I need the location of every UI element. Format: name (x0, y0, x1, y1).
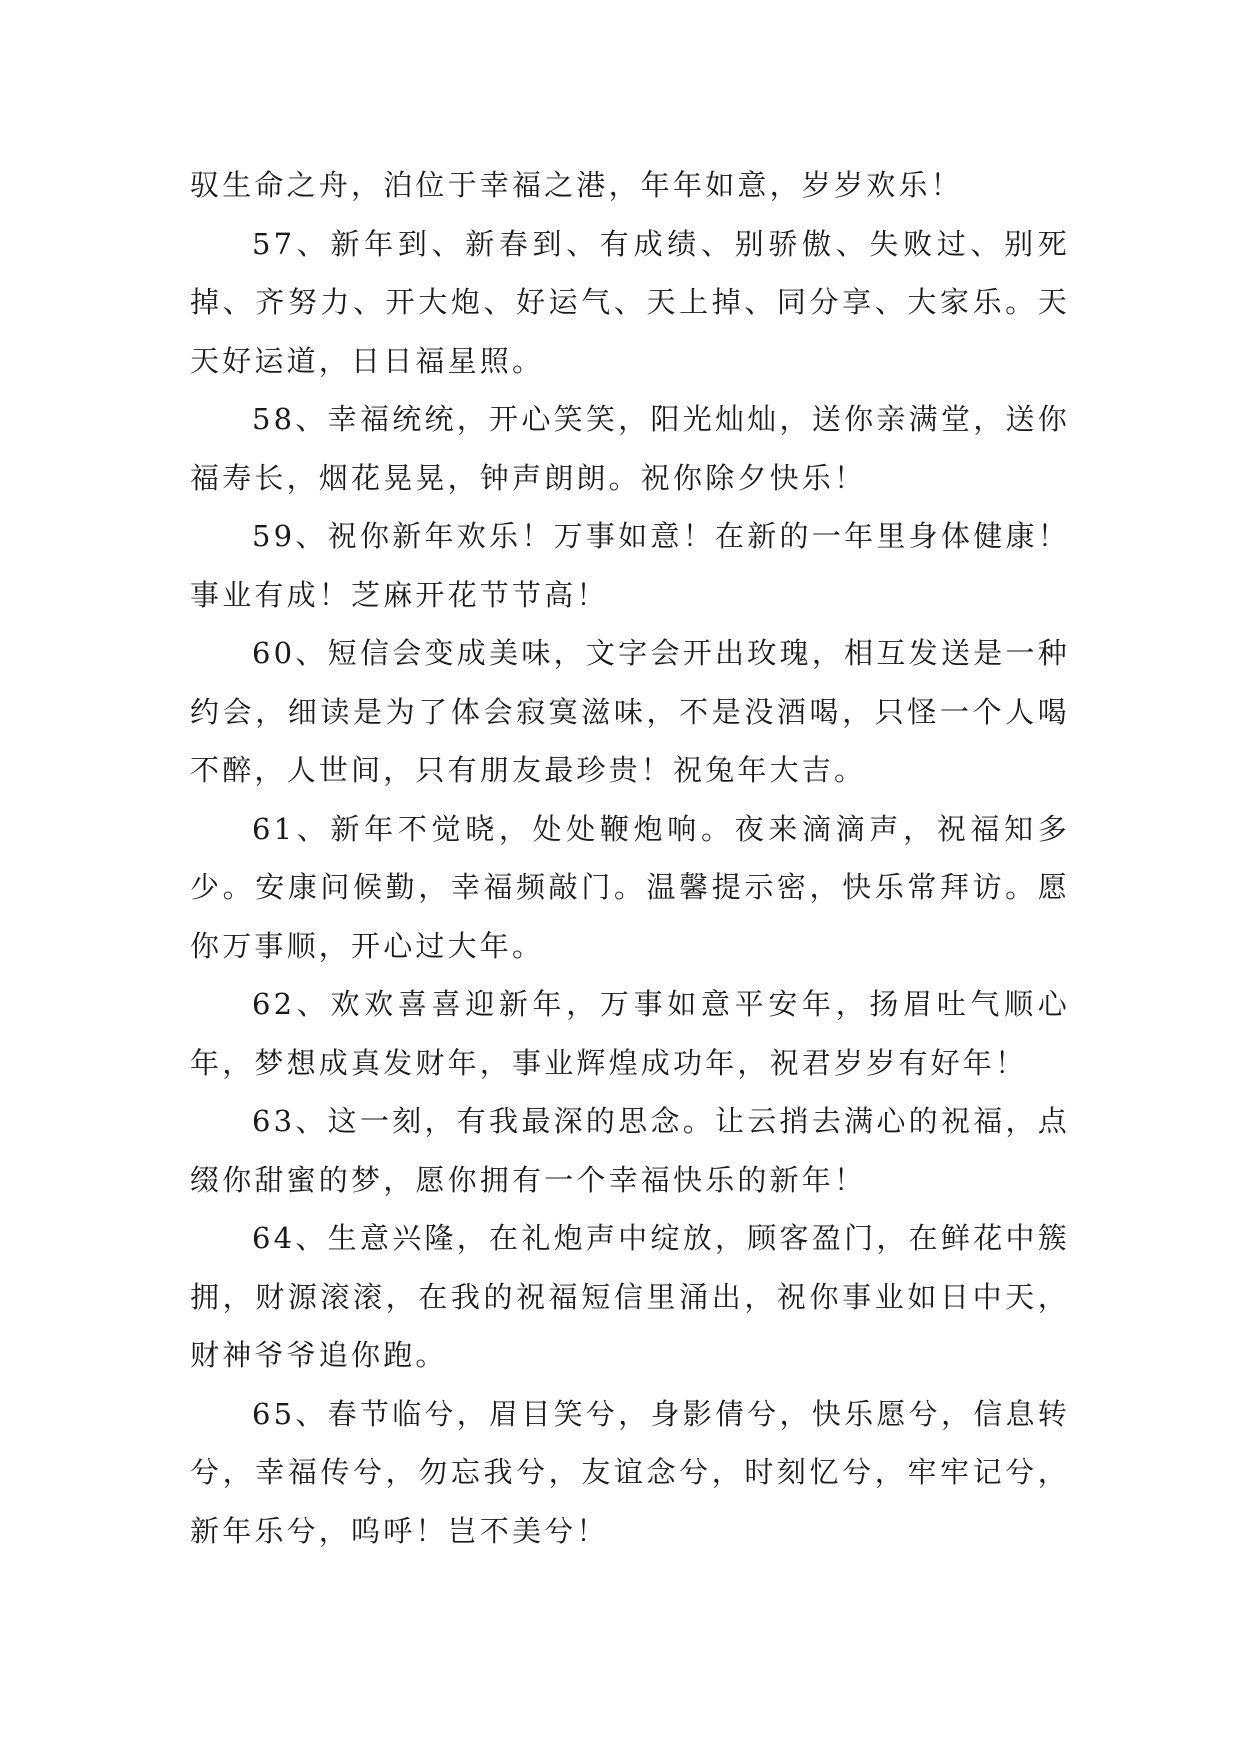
paragraph-64: 64、生意兴隆，在礼炮声中绽放，顾客盈门，在鲜花中簇拥，财源滚滚，在我的祝福短信里涌出，祝你事业如日中天，财神爷爷追你跑。 (190, 1221, 1070, 1372)
paragraph-59: 59、祝你新年欢乐！万事如意！在新的一年里身体健康！事业有成！芝麻开花节节高！ (190, 519, 1070, 612)
paragraph-60: 60、短信会变成美味，文字会开出玫瑰，相互发送是一种约会，细读是为了体会寂寞滋味，不是没酒喝，只怪一个人喝不醉，人世间，只有朋友最珍贵！祝兔年大吉。 (190, 636, 1070, 787)
paragraph-65: 65、春节临兮，眉目笑兮，身影倩兮，快乐愿兮，信息转兮，幸福传兮，勿忘我兮，友谊念兮，时刻忆兮，牢牢记兮，新年乐兮，呜呼！岂不美兮！ (190, 1396, 1070, 1548)
paragraph-57: 57、新年到、新春到、有成绩、别骄傲、失败过、别死掉、齐努力、开大炮、好运气、天上掉、同分享、大家乐。天天好运道，日日福星照。 (190, 226, 1070, 378)
paragraph-58: 58、幸福统统，开心笑笑，阳光灿灿，送你亲满堂，送你福寿长，烟花晃晃，钟声朗朗。祝你除夕快乐！ (190, 402, 1070, 495)
paragraph-61: 61、新年不觉晓，处处鞭炮响。夜来滴滴声，祝福知多少。安康问候勤，幸福频敲门。温馨提示密，快乐常拜访。愿你万事顺，开心过大年。 (190, 811, 1070, 963)
paragraph-63: 63、这一刻，有我最深的思念。让云捎去满心的祝福，点缀你甜蜜的梦，愿你拥有一个幸福快乐的新年！ (190, 1104, 1070, 1197)
paragraph-continuation: 驭生命之舟，泊位于幸福之港，年年如意，岁岁欢乐！ (190, 168, 963, 202)
paragraph-62: 62、欢欢喜喜迎新年，万事如意平安年，扬眉吐气顺心年，梦想成真发财年，事业辉煌成功年，祝君岁岁有好年！ (190, 987, 1070, 1080)
document-body (190, 156, 1070, 1560)
